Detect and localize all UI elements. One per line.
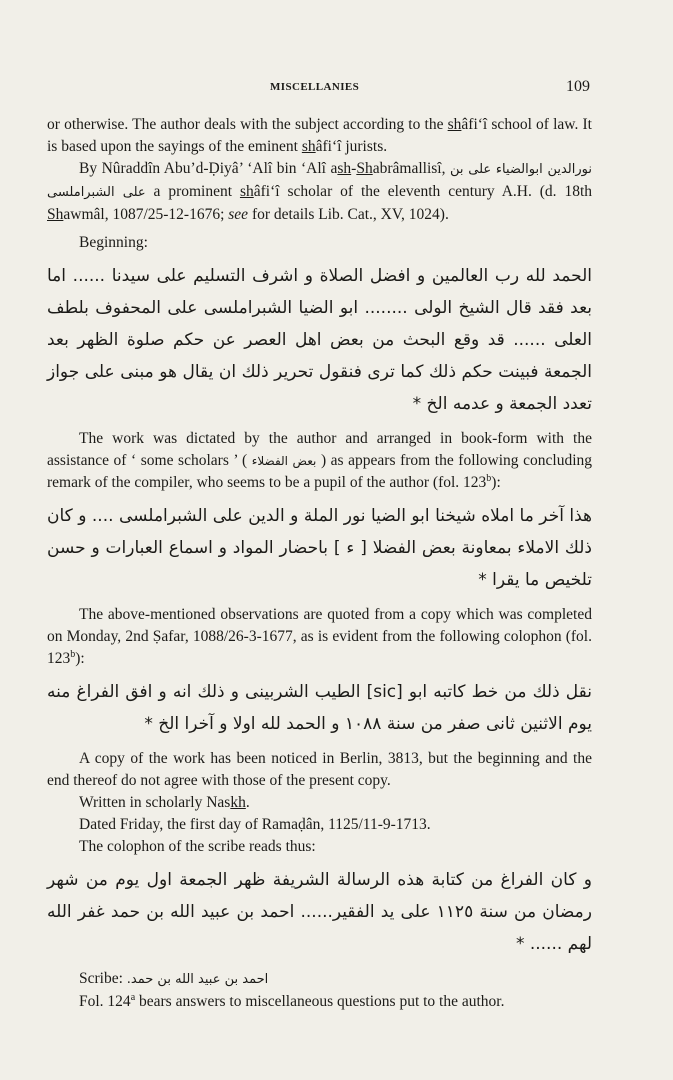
arabic-beginning-quote: الحمد لله رب العالمين و افضل الصلاة و اشرف التسليم على سيدنا ...... اما بعد فقد قال الشيخ الولى ........ ابو الضيا الشبراملسى على المحفوف بلطف العلى ...... قد وقع البحث من بعض اهل العصر عن حكم صلوة الظهر بعد الجمعة فبينت حكم ذلك كما ترى فنقول تحرير ذلك ان يقال هو مبنى على جواز تعدد الجمعة و عدمه الخ * — [47, 266, 592, 414]
page-header — [0, 78, 673, 100]
paragraph-berlin-copy: A copy of the work has been noticed in Berlin, 3813, but the beginning and the end thereof do not agree with those of the present copy. — [47, 750, 592, 789]
scribe-line: Scribe: احمد بن عبيد الله بن حمد. — [79, 970, 269, 987]
author-name-arabic: نورالدين ابوالضياء على بن على الشبراملسى — [47, 162, 592, 200]
arabic-colophon: نقل ذلك من خط كاتبه ابو [sic] الطيب الشربينى و ذلك انه و افق الفراغ منه يوم الاثنين ثانى صفر من سنة ١٠٨٨ و الحمد لله اولا و آخرا الخ * — [47, 682, 592, 734]
beginning-label: Beginning: — [79, 234, 148, 251]
paragraph-author: By Nûraddîn Abu’d-Ḍiyâ’ ‘Alî bin ‘Alî ash-Shabrâmallisî, نورالدين ابوالضياء على بن على الشبراملسى a prominent shâfi‘î scholar of the eleventh century A.H. (d. 18th Shawmâl, 1087/25-12-1676; see for details Lib. Cat., XV, 1024). — [47, 160, 593, 223]
arabic-scribe-colophon: و كان الفراغ من كتابة هذه الرسالة الشريفة ظهر الجمعة اول يوم من شهر رمضان من سنة ١١٢٥ على يد الفقير...... احمد بن عبيد الله بن حمد غفر الله لهم ...... * — [47, 870, 592, 954]
running-head: MISCELLANIES — [270, 81, 360, 93]
paragraph-subject: or otherwise. The author deals with the subject according to the shâfi‘î school of law. It is based upon the sayings of the eminent shâfi‘î jurists. — [47, 116, 592, 155]
paragraph-scribe-colophon-label: The colophon of the scribe reads thus: — [79, 838, 316, 855]
arabic-compiler-remark: هذا آخر ما املاه شيخنا ابو الضيا نور الملة و الدين على الشبراملسى .... و كان ذلك الاملاء بمعاونة بعض الفضلا [ ء ] باحضار المواد و اسماع العبارات و حسن تلخيص ما يقرا * — [47, 506, 592, 590]
paragraph-script: Written in scholarly Naskh. — [79, 794, 250, 811]
paragraph-dated: Dated Friday, the first day of Ramaḍân, 1125/11-9-1713. — [79, 816, 431, 833]
paragraph-fol-124: Fol. 124$^a$ bears answers to miscellaneous questions put to the author. — [79, 991, 505, 1010]
paragraph-copy-date: The above-mentioned observations are quoted from a copy which was completed on Monday, 2nd Ṣafar, 1088/26-3-1677, as is evident from the following colophon (fol. 123$^b$): — [47, 606, 592, 667]
paragraph-dictation: The work was dictated by the author and arranged in book-form with the assistance of ‘ some scholars ’ ( بعض الفضلاء ) as appears from the following concluding remark of the compiler, who seems to be a pupil of the author (fol. 123$^b$): — [47, 430, 593, 491]
page-body — [47, 114, 592, 1013]
page-number: 109 — [566, 78, 590, 95]
